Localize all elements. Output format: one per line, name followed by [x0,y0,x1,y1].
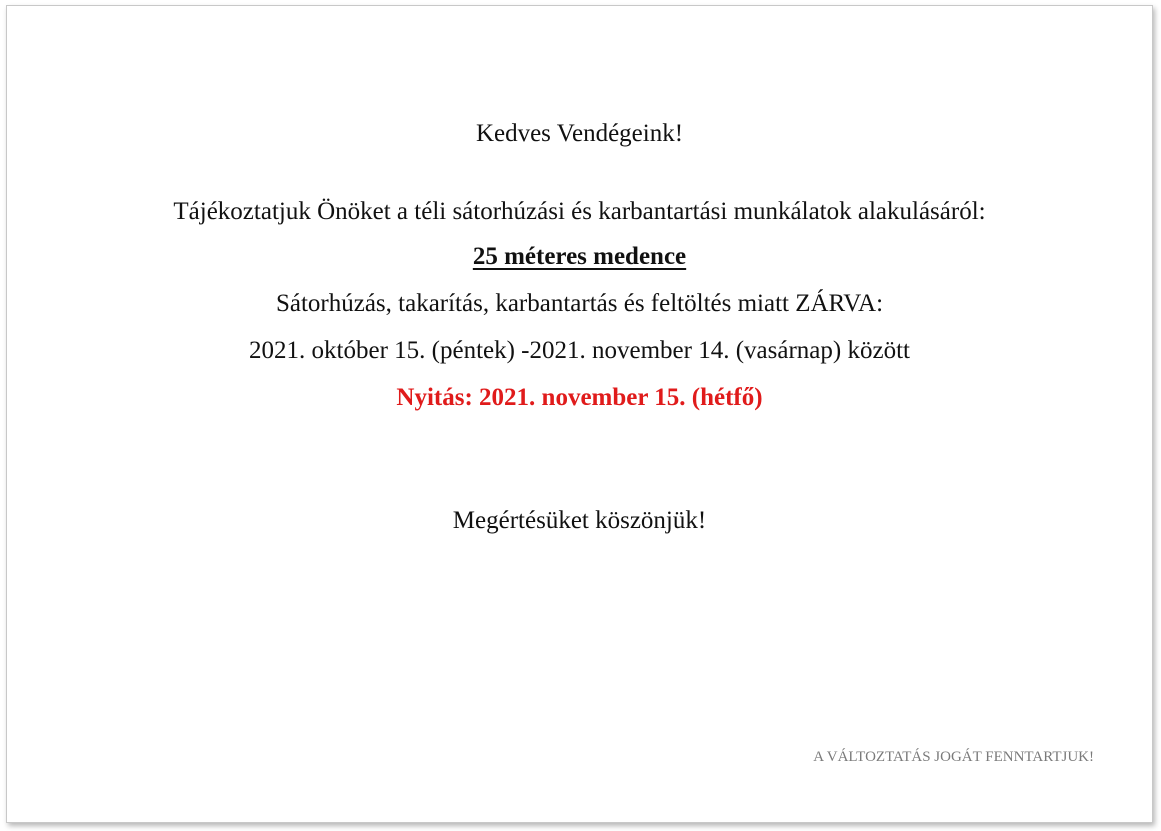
pool-heading: 25 méteres medence [472,243,687,270]
disclaimer-text: A VÁLTOZTATÁS JOGÁT FENNTARTJUK! [813,749,1094,765]
notice-page [6,5,1153,823]
closure-dates-text: 2021. október 15. (péntek) -2021. november 14. (vasárnap) között [249,337,910,364]
thanks-text: Megértésüket köszönjük! [452,507,707,534]
closure-reason-text: Sátorhúzás, takarítás, karbantartás és feltöltés miatt ZÁRVA: [275,290,884,317]
opening-date-text: Nyitás: 2021. november 15. (hétfő) [396,384,763,411]
intro-text: Tájékoztatjuk Önöket a téli sátorhúzási és karbantartási munkálatok alakulásáról: [173,198,986,225]
greeting-text: Kedves Vendégeink! [475,120,684,147]
